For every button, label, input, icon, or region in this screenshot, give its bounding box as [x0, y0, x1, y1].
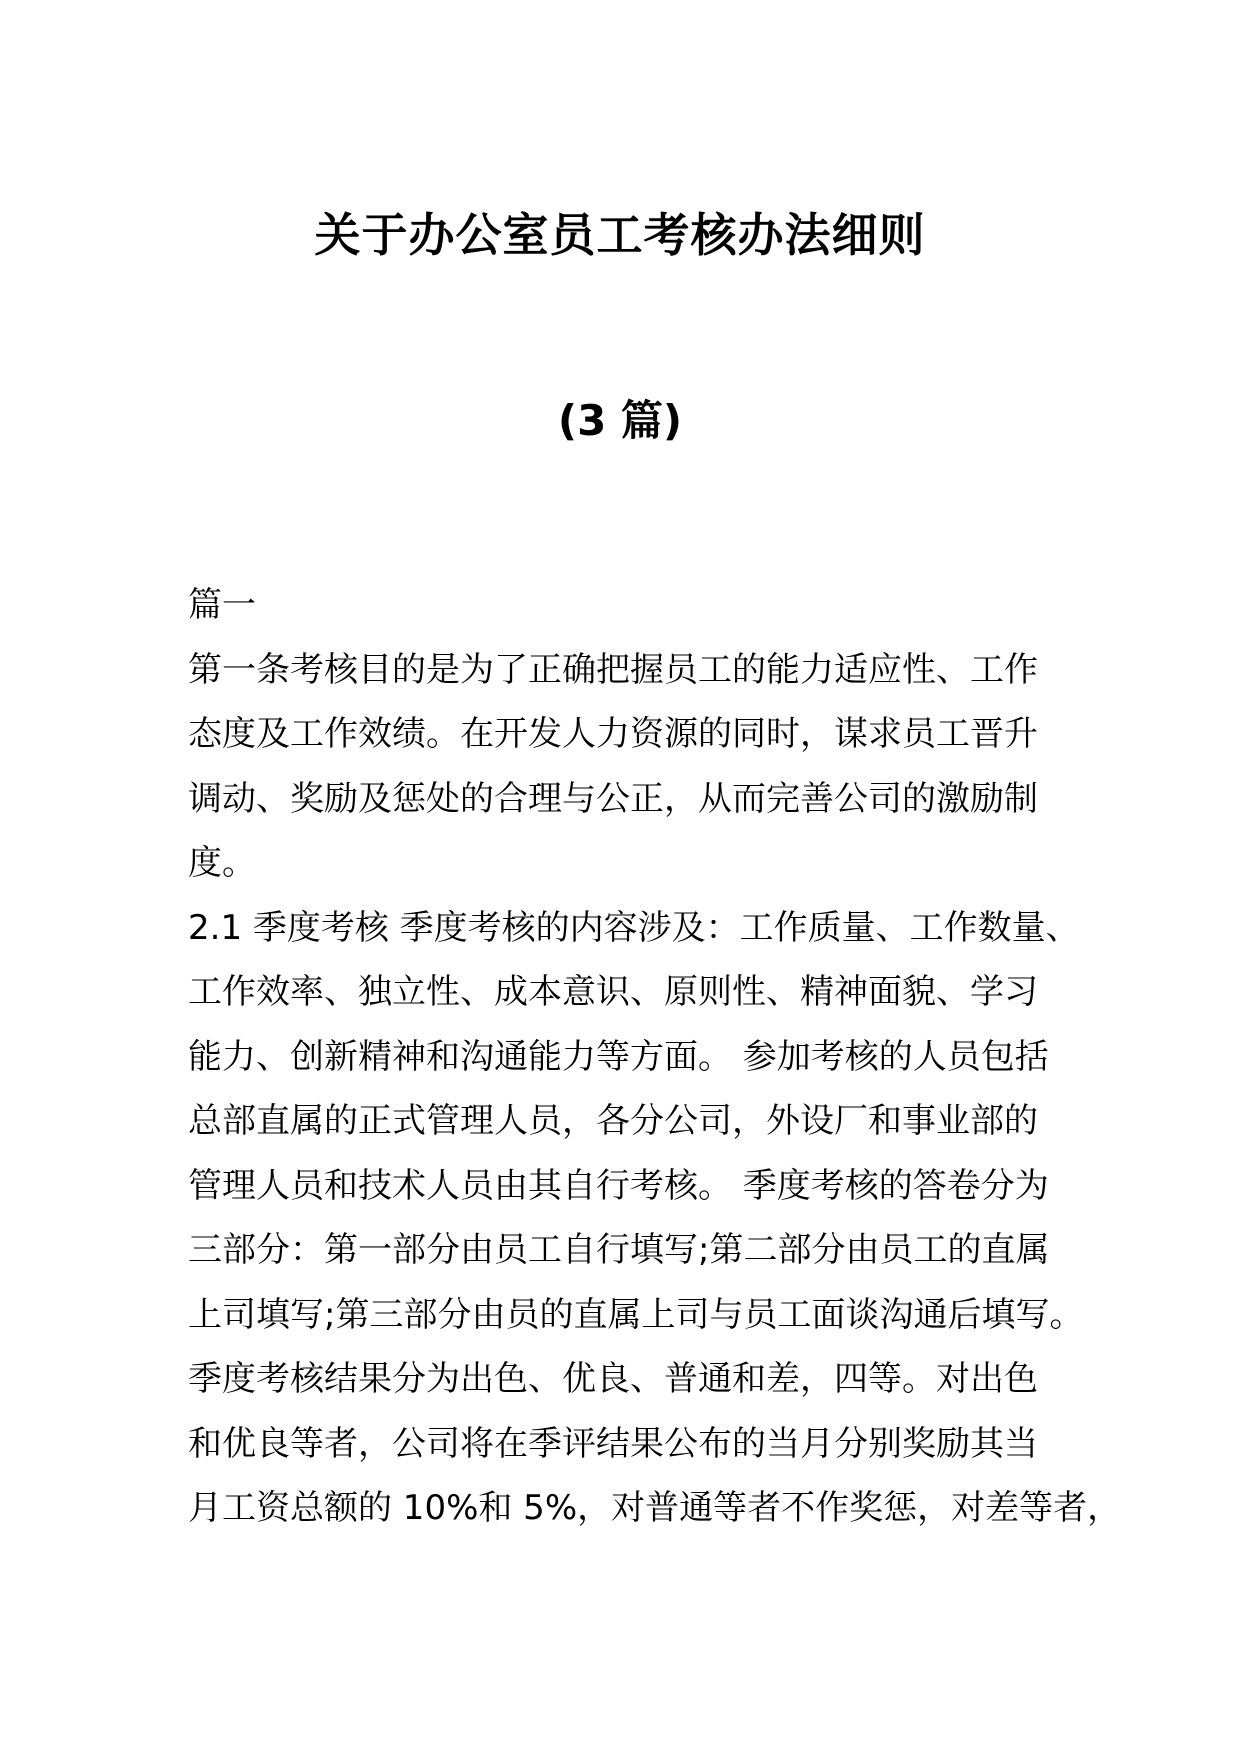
text-line: 上司填写;第三部分由员的直属上司与员工面谈沟通后填写。: [188, 1294, 1084, 1335]
text-line: 管理人员和技术人员由其自行考核。 季度考核的答卷分为: [188, 1165, 1049, 1206]
document-body: [188, 573, 1122, 1541]
text-line: 2.1 季度考核 季度考核的内容涉及：工作质量、工作数量、: [188, 907, 1080, 948]
text-line: 季度考核结果分为出色、优良、普通和差，四等。对出色: [188, 1359, 1038, 1399]
text-line: 和优良等者，公司将在季评结果公布的当月分别奖励其当: [188, 1423, 1038, 1464]
text-line: 总部直属的正式管理人员，各分公司，外设厂和事业部的: [188, 1101, 1038, 1141]
document-subtitle: (3 篇): [557, 396, 683, 445]
text-line: 三部分：第一部分由员工自行填写;第二部分由员工的直属: [188, 1230, 1050, 1270]
text-line: 工作效率、独立性、成本意识、原则性、精神面貌、学习: [188, 972, 1038, 1012]
text-line: 第一条考核目的是为了正确把握员工的能力适应性、工作: [188, 649, 1038, 690]
text-line: 月工资总额的 10%和 5%，对普通等者不作奖惩，对差等者，: [188, 1488, 1122, 1528]
text-line: 态度及工作效绩。在开发人力资源的同时，谋求员工晋升: [188, 714, 1038, 754]
text-line: 度。: [188, 843, 256, 883]
text-line: 能力、创新精神和沟通能力等方面。 参加考核的人员包括: [188, 1036, 1049, 1077]
document-title: 关于办公室员工考核办法细则: [314, 208, 926, 262]
section-heading: 篇一: [188, 585, 256, 625]
text-line: 调动、奖励及惩处的合理与公正，从而完善公司的激励制: [188, 778, 1038, 819]
